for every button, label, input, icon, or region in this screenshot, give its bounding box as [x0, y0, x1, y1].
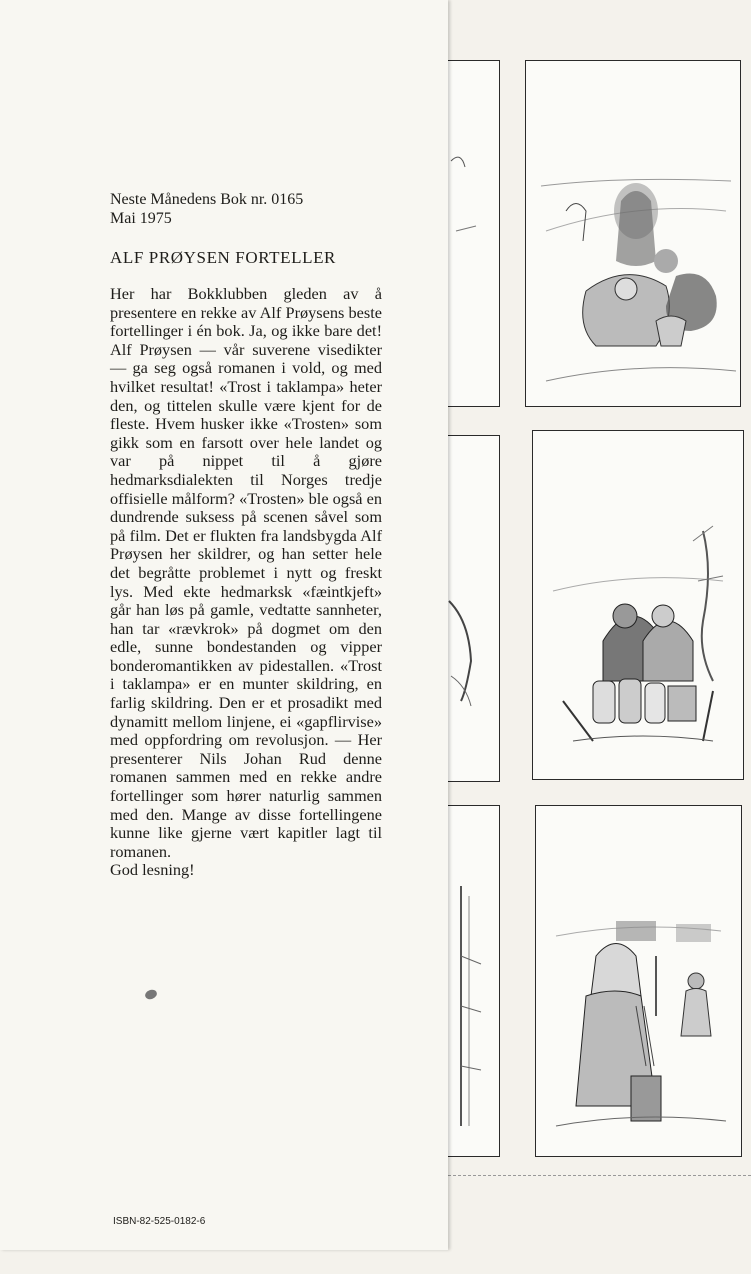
book-title: ALF PRØYSEN FORTELLER [110, 248, 336, 267]
blurb-text [110, 285, 382, 880]
fold-line [448, 1175, 751, 1177]
series-info [110, 190, 303, 228]
farm-woman-illustration-icon [535, 805, 742, 1157]
blurb-paragraph: Her har Bokklubben gleden av å presentere en rekke av Alf Prøysens beste fortellinger i én bok. Ja, og ikke bare det! Alf Prøysen — vår suverene visedikter — ga seg også romanen i vold, og med hvilket resultat! «Trost i taklampa» heter den, og tittelen skulle være kjent for de fleste. Hvem husker ikke «Trosten» som gikk som en farsott over hele landet og var på nippet til å gjøre hedmarksdialekten til Norges tredje offisielle målform? «Trosten» ble også en dundrende suksess på scenen såvel som på film. Det er flukten fra landsbygda Alf Prøysen her skildrer, og han setter hele det begråtte problemet i nytt og freskt lys. Med ekte hedmarksk «fæintkjeft» går han løs på gamle, vedtatte sannheter, han tar «rævkrok» på dogmet om den edle, sunne bondestanden og vipper bonderomantikken av pidestallen. «Trost i taklampa» er en munter skildring, en farlig skildring. Den er et prosadikt med dynamitt mellom linjene, ei «gapflirvise» med oppfordring om revolusjon. — Her presenterer Nils Johan Rud denne romanen sammen med en rekke andre fortellinger som hører naturlig sammen med den. Mange av disse fortellingene kunne like gjerne vært kapitler lagt til romanen. [110, 284, 382, 861]
closing-line: God lesning! [110, 860, 195, 880]
milk-cart-illustration-icon [532, 430, 744, 780]
date-line: Mai 1975 [110, 210, 172, 227]
series-line: Neste Månedens Bok nr. 0165 [110, 191, 304, 208]
ink-blot [144, 988, 158, 1001]
potato-harvest-illustration-icon [525, 60, 741, 407]
isbn-number: ISBN-82-525-0182-6 [113, 1216, 206, 1227]
